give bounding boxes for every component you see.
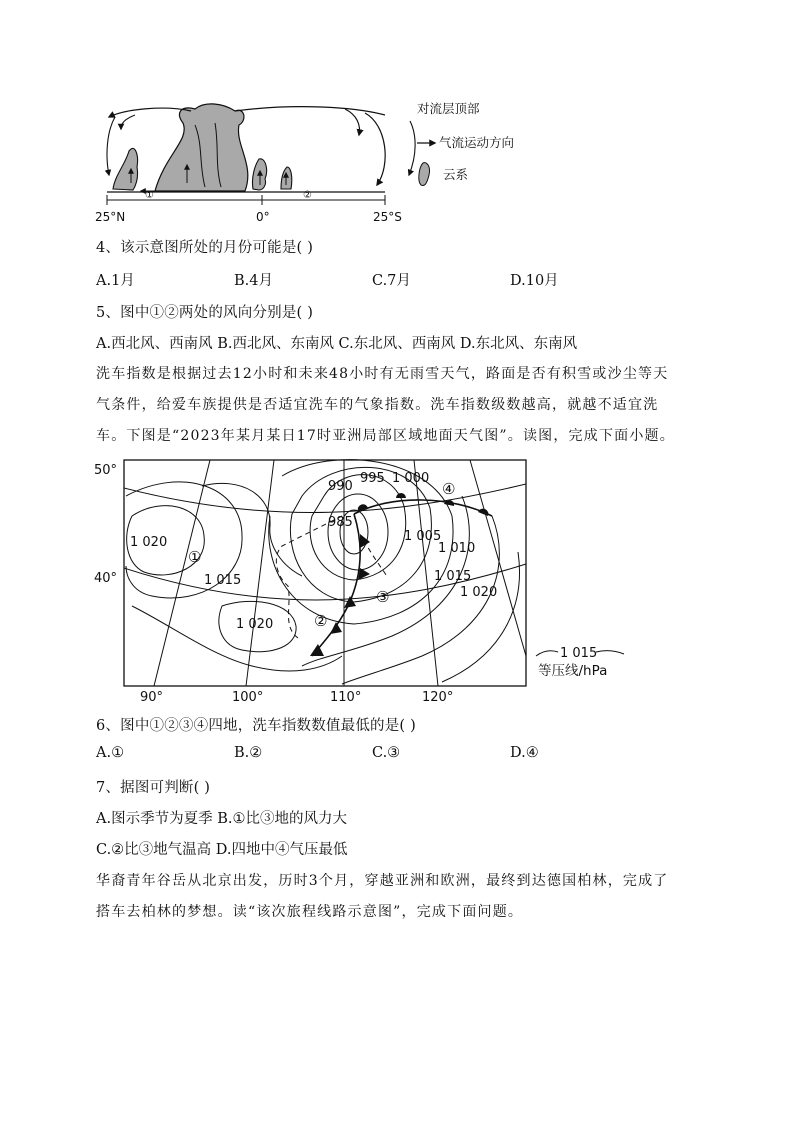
point-2: ② (314, 612, 328, 630)
q6-option-b[interactable]: B.② (234, 745, 263, 761)
intro-2-line-2: 气条件，给爱车族提供是否适宜洗车的气象指数。洗车指数级数越高，就越不适宜洗 (96, 397, 659, 413)
question-7-stem: 7、据图可判断( ) (96, 780, 211, 796)
small-cloud-left (113, 148, 138, 190)
question-6-stem: 6、图中①②③④四地，洗车指数数值最低的是( ) (96, 718, 416, 734)
isobar-label-985: 985 (328, 515, 353, 530)
point-3: ③ (376, 588, 390, 606)
q6-option-a[interactable]: A.① (96, 745, 125, 761)
marker-1: ① (145, 190, 154, 201)
figure-convection-diagram (95, 95, 545, 225)
lat-25n: 25°N (95, 210, 126, 224)
legend-cloud: 云系 (443, 167, 469, 182)
point-1: ① (188, 548, 202, 566)
q4-option-b[interactable]: B.4月 (234, 273, 273, 289)
isobar-label-1000: 1 000 (392, 471, 430, 486)
lat-25s: 25°S (373, 210, 402, 224)
question-5-stem: 5、图中①②两处的风向分别是( ) (96, 305, 314, 321)
isobar-label-1020-east: 1 020 (460, 585, 498, 600)
legend-airflow: 气流运动方向 (439, 135, 515, 150)
q6-option-c[interactable]: C.③ (372, 745, 401, 761)
legend-cloud-icon (419, 163, 430, 186)
lat-0: 0° (256, 210, 270, 224)
point-4: ④ (442, 480, 456, 498)
lon-label-110: 110° (330, 690, 362, 705)
isobar-label-1010: 1 010 (438, 541, 476, 556)
lon-label-90: 90° (140, 690, 164, 705)
lon-label-100: 100° (232, 690, 264, 705)
question-4-stem: 4、该示意图所处的月份可能是( ) (96, 240, 314, 256)
legend-isobar-icon (536, 651, 558, 656)
q7-options-line-2[interactable]: C.②比③地气温高 D.四地中④气压最低 (96, 842, 348, 858)
q7-options-line-1[interactable]: A.图示季节为夏季 B.①比③地的风力大 (96, 811, 347, 827)
isobar-label-1005: 1 005 (404, 529, 442, 544)
intro-2-line-1: 洗车指数是根据过去12小时和未来48小时有无雨雪天气，路面是否有积雪或沙尘等天 (96, 366, 669, 382)
isobar-label-1020-west: 1 020 (130, 535, 168, 550)
airflow-descend-right (345, 109, 359, 135)
airflow-return-right (365, 113, 385, 185)
figure-weather-map (92, 456, 652, 706)
legend-isobar-label: 等压线/hPa (538, 663, 608, 679)
isobar-label-990: 990 (328, 479, 353, 494)
airflow-arc-left (109, 108, 191, 117)
lon-label-120: 120° (422, 690, 454, 705)
q4-option-c[interactable]: C.7月 (372, 273, 411, 289)
lat-label-40: 40° (94, 571, 118, 586)
marker-2: ② (303, 190, 312, 201)
isobar-label-1015-east: 1 015 (434, 569, 472, 584)
q4-option-a[interactable]: A.1月 (96, 273, 135, 289)
lat-label-50: 50° (94, 463, 118, 478)
intro-3-line-1: 华裔青年谷岳从北京出发，历时3个月，穿越亚洲和欧洲，最终到达德国柏林，完成了 (96, 873, 669, 889)
q4-option-d[interactable]: D.10月 (510, 273, 559, 289)
isobar-label-995: 995 (360, 471, 385, 486)
large-cloud (155, 104, 248, 191)
intro-3-line-2: 搭车去柏林的梦想。读“该次旅程线路示意图”，完成下面问题。 (96, 904, 524, 920)
airflow-arc-right (235, 107, 385, 115)
q6-option-d[interactable]: D.④ (510, 745, 539, 761)
isobar-label-1020-south: 1 020 (236, 617, 274, 632)
isobar-label-1015-west: 1 015 (204, 573, 242, 588)
legend-isobar-value: 1 015 (560, 646, 598, 661)
intro-2-line-3: 车。下图是“2023年某月某日17时亚洲局部区域地面天气图”。读图，完成下面小题。 (96, 428, 675, 444)
legend-tropopause: 对流层顶部 (417, 101, 480, 116)
q5-options[interactable]: A.西北风、西南风 B.西北风、东南风 C.东北风、西南风 D.东北风、东南风 (96, 336, 578, 352)
